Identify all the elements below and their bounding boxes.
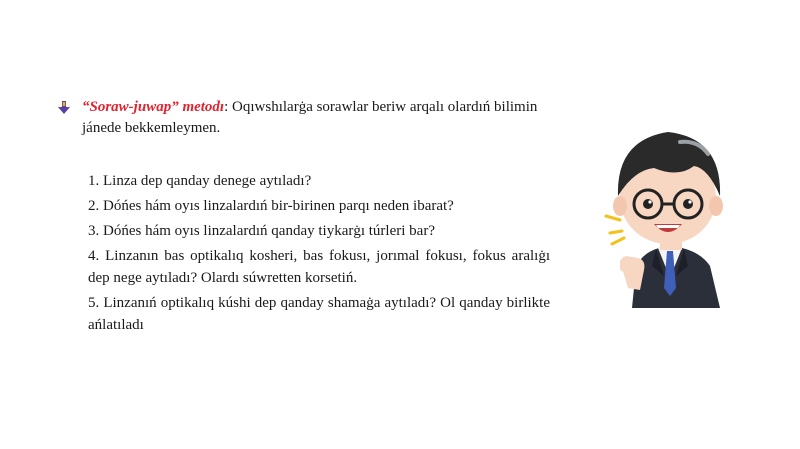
- question-item: 1. Linza dep qanday denege aytıladı?: [88, 173, 312, 189]
- method-title: “Soraw-juwap” metodı: [82, 99, 225, 115]
- question-item: 3. Dóńes hám oyıs linzalardıń qanday tiykarġı túrleri bar?: [88, 223, 435, 239]
- arrow-down-bullet-icon: [58, 101, 70, 115]
- question-list: [88, 170, 550, 339]
- question-item: 2. Dóńes hám oyıs linzalardıń bir-birinen parqı neden ibarat?: [88, 198, 454, 214]
- intro-text-line1: Oqıwshılarġa sorawlar beriw arqalı olardıń bilimin: [228, 99, 538, 115]
- question-item: 4. Linzanın bas optikalıq kosheri, bas fokusı, jorımal fokusı, fokus aralıġı dep nege aytıladı? Olardı súwretten korsetiń.: [88, 248, 550, 286]
- method-colon: :: [224, 99, 229, 115]
- cartoon-boy-icon: [598, 118, 734, 312]
- question-item: 5. Linzanıń optikalıq kúshi dep qanday shamaġa aytıladı? Ol qanday birlikte ańlatıladı: [88, 295, 550, 333]
- intro-paragraph: [58, 97, 550, 139]
- intro-text-line2: jánede bekkemleymen.: [82, 120, 221, 136]
